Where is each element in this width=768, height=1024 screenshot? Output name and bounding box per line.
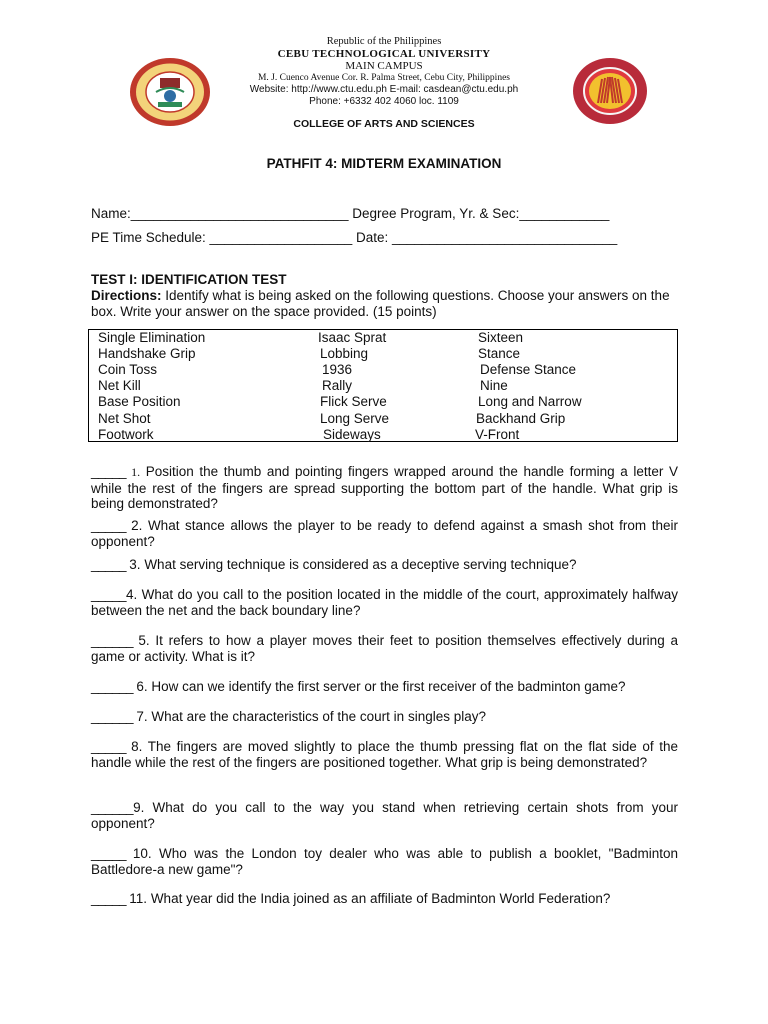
- choice-item: Single Elimination: [98, 330, 206, 345]
- question-number: 4.: [126, 587, 138, 602]
- choice-item: Defense Stance: [480, 362, 577, 377]
- question-item: [91, 846, 678, 877]
- question-number: 2.: [131, 518, 143, 533]
- question-text: It refers to how a player moves their feet to position themselves effectively during a game or activity. What is it?: [91, 633, 678, 664]
- choice-item: Isaac Sprat: [318, 330, 387, 345]
- answer-blank: _____: [91, 587, 127, 602]
- question-text: What stance allows the player to be ready to defend against a smash shot from their opponent?: [91, 518, 678, 549]
- choice-item: Nine: [480, 378, 508, 393]
- answer-blank: ______: [91, 633, 139, 648]
- answer-blank: _____: [91, 518, 132, 533]
- question-text: How can we identify the first server or the first receiver of the badminton game?: [147, 679, 626, 694]
- choice-item: Footwork: [98, 427, 154, 442]
- answer-blank: _____: [91, 739, 132, 754]
- question-text: Who was the London toy dealer who was able to publish a booklet, "Badminton Battledore-a new game"?: [91, 846, 678, 877]
- choice-item: Flick Serve: [320, 394, 387, 409]
- university-name: CEBU TECHNOLOGICAL UNIVERSITY: [277, 48, 491, 60]
- choice-item: Base Position: [98, 394, 181, 409]
- campus-name: MAIN CAMPUS: [345, 60, 423, 72]
- directions-text: Identify what is being asked on the following questions. Choose your answers on the box. Write your answer on the space provided. (15 points): [91, 288, 670, 319]
- choice-item: Handshake Grip: [98, 346, 196, 361]
- choice-item: Backhand Grip: [476, 411, 566, 426]
- answer-blank: ______: [91, 800, 134, 815]
- question-text: What serving technique is considered as a deceptive serving technique?: [140, 557, 577, 572]
- question-number: 8.: [131, 739, 143, 754]
- directions-label: Directions:: [91, 288, 162, 303]
- college-name: COLLEGE OF ARTS AND SCIENCES: [293, 118, 475, 130]
- question-number: 5.: [138, 633, 150, 648]
- choice-item: Long Serve: [320, 411, 390, 426]
- choice-item: Rally: [322, 378, 353, 393]
- choice-item: Net Shot: [98, 411, 151, 426]
- choice-item: Lobbing: [320, 346, 369, 361]
- test-title: TEST I: IDENTIFICATION TEST: [91, 272, 287, 287]
- question-text: What do you call to the way you stand when retrieving certain shots from your opponent?: [91, 800, 678, 831]
- answer-blank: _____: [91, 464, 132, 479]
- question-number: 6.: [136, 679, 148, 694]
- question-number: 10.: [132, 846, 152, 861]
- choice-item: Long and Narrow: [478, 394, 582, 409]
- choice-item: 1936: [322, 362, 353, 377]
- question-item: [91, 464, 678, 512]
- question-number: 1.: [131, 465, 141, 479]
- choice-item: Stance: [478, 346, 521, 361]
- directions: [91, 288, 681, 320]
- answer-blank: ______: [91, 679, 137, 694]
- question-item: [91, 587, 678, 618]
- choice-item: V-Front: [475, 427, 520, 442]
- question-number: 7.: [136, 709, 148, 724]
- choice-item: Sideways: [323, 427, 381, 442]
- website-email-text: Website: http://www.ctu.edu.ph E-mail: casdean@ctu.edu.ph: [249, 84, 519, 95]
- question-item: [91, 518, 678, 549]
- question-number: 3.: [129, 557, 141, 572]
- question-item: [91, 679, 678, 695]
- schedule-date-line: PE Time Schedule: ___________________ Date: ______________________________: [91, 230, 618, 245]
- choice-item: Net Kill: [98, 378, 141, 393]
- answer-blank: ______: [91, 709, 137, 724]
- question-number: 11.: [129, 891, 148, 906]
- choice-item: Sixteen: [478, 330, 524, 345]
- choices-box: [88, 329, 678, 442]
- exam-title: PATHFIT 4: MIDTERM EXAMINATION: [266, 156, 502, 171]
- question-item: [91, 891, 678, 907]
- answer-blank: _____: [91, 846, 133, 861]
- name-degree-line: Name:_____________________________ Degree Program, Yr. & Sec:____________: [91, 206, 610, 221]
- question-text: The fingers are moved slightly to place the thumb pressing flat on the flat side of the handle while the rest of the fingers are positioned together. What grip is being demonstrated?: [91, 739, 678, 770]
- question-item: [91, 800, 678, 831]
- republic-text: Republic of the Philippines: [326, 36, 442, 47]
- question-text: What do you call to the position located in the middle of the court, approximately halfway between the net and the back boundary line?: [91, 587, 678, 618]
- question-item: [91, 557, 678, 573]
- question-text: Position the thumb and pointing fingers wrapped around the handle forming a letter V while the rest of the fingers are spread supporting the bottom part of the handle. What grip is being demonstrated?: [91, 464, 678, 511]
- question-number: 9.: [133, 800, 145, 815]
- address-text: M. J. Cuenco Avenue Cor. R. Palma Street, Cebu City, Philippines: [257, 73, 510, 83]
- question-item: [91, 633, 678, 664]
- question-text: What are the characteristics of the court in singles play?: [147, 709, 486, 724]
- question-item: [91, 739, 678, 770]
- answer-blank: _____: [91, 557, 130, 572]
- answer-blank: _____: [91, 891, 130, 906]
- letterhead: [0, 36, 768, 108]
- question-text: What year did the India joined as an affiliate of Badminton World Federation?: [147, 891, 611, 906]
- phone-text: Phone: +6332 402 4060 loc. 1109: [309, 96, 459, 107]
- question-item: [91, 709, 678, 725]
- choice-item: Coin Toss: [98, 362, 158, 377]
